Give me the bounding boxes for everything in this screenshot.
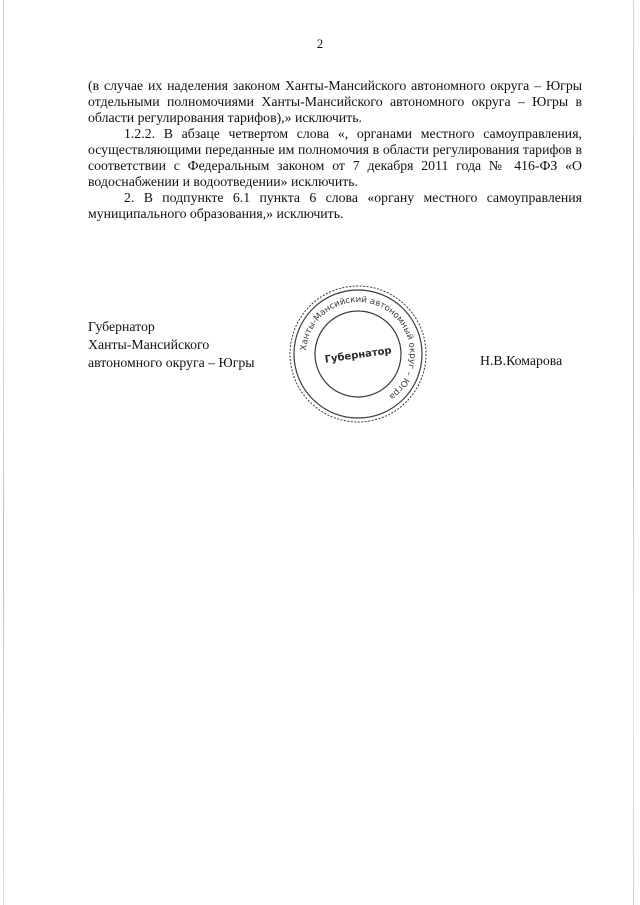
signatory-title-line-1: Губернатор — [88, 319, 155, 334]
official-seal — [286, 282, 430, 426]
document-body — [88, 78, 582, 222]
signatory-title-line-2: Ханты-Мансийского — [88, 337, 210, 352]
paragraph-2: 2. В подпункте 6.1 пункта 6 слова «органу местного самоуправления муниципального образования,» исключить. — [88, 190, 582, 221]
page-number: 2 — [316, 36, 324, 51]
signatory-title-line-3: автономного округа – Югры — [88, 355, 255, 370]
seal-ring-text: Ханты-Мансийский автономный округ – Югра — [299, 294, 418, 402]
scan-edge-right — [633, 0, 634, 905]
scan-edge-left — [3, 0, 4, 905]
signatory-title — [88, 318, 255, 372]
paragraph-continuation: (в случае их наделения законом Ханты-Мансийского автономного округа – Югры отдельными полномочиями Ханты-Мансийского автономного округа – Югры в области регулирования тарифов),» исключить. — [88, 78, 582, 125]
seal-center-text: Губернатор — [324, 345, 393, 366]
paragraph-1-2-2: 1.2.2. В абзаце четвертом слова «, органами местного самоуправления, осуществляющими переданные им полномочия в области регулирования тарифов в соответствии с Федеральным законом от 7 декабря 2011 года № 416-ФЗ «О водоснабжении и водоотведении» исключить. — [88, 126, 582, 189]
signatory-name: Н.В.Комарова — [480, 353, 563, 368]
